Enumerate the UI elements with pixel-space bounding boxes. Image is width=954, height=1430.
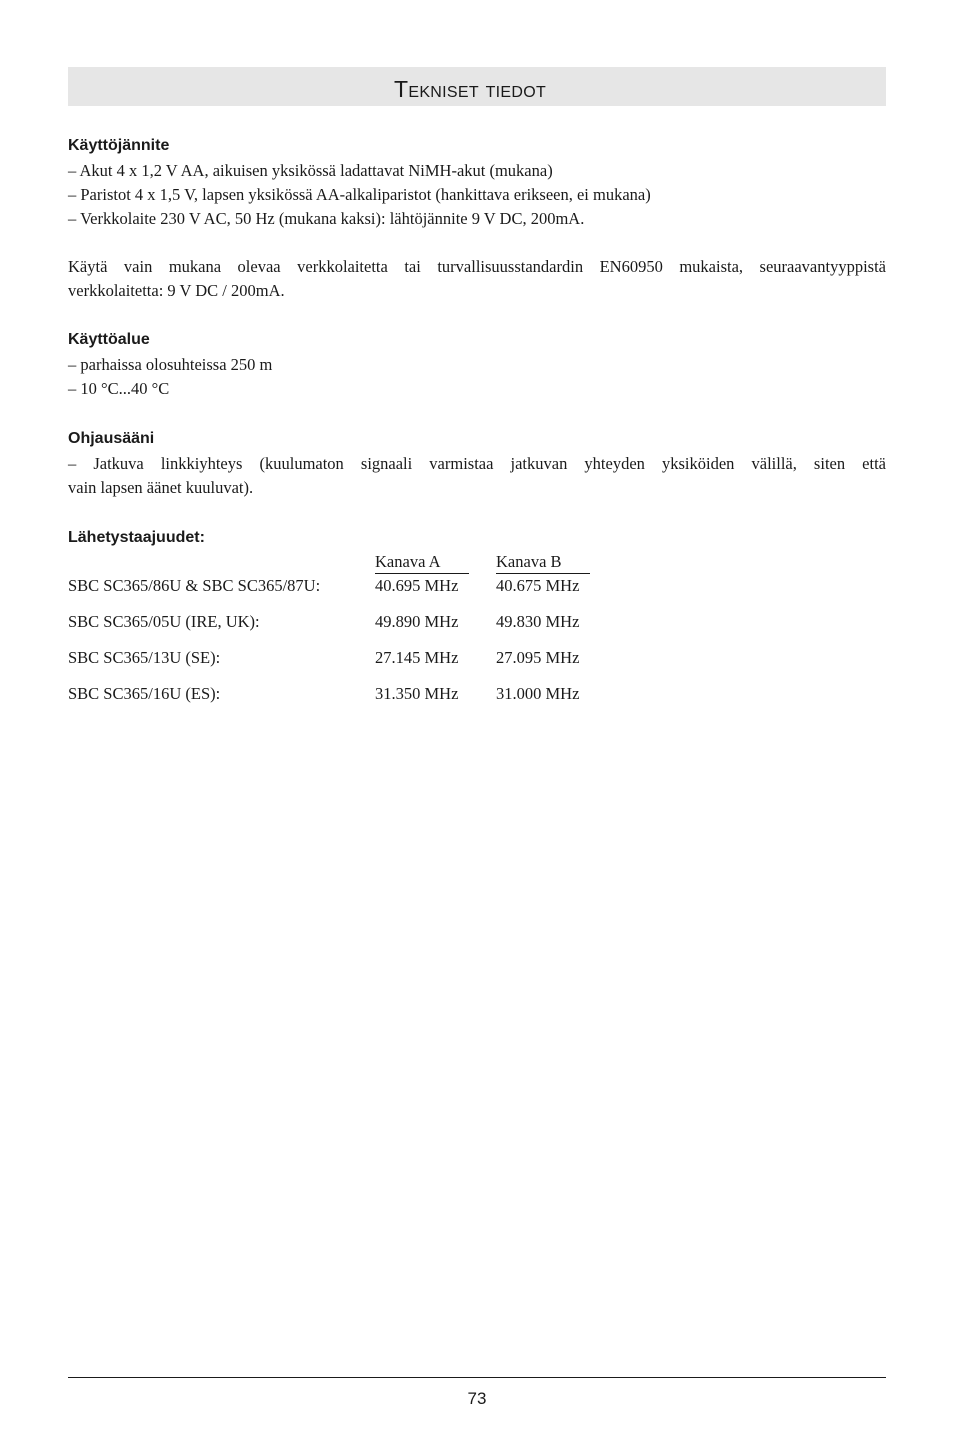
list-item: – parhaissa olosuhteissa 250 m: [68, 355, 273, 374]
frequency-a-cell: 31.350 MHz: [375, 684, 459, 703]
paragraph-line: Käytä vain mukana olevaa verkkolaitetta tai turvallisuusstandardin EN60950 mukaista, seuraavantyyppistä: [68, 257, 886, 276]
model-cell: SBC SC365/16U (ES):: [68, 684, 221, 703]
column-header-underline: [375, 573, 469, 574]
page-title: Tekniset tiedot: [394, 76, 547, 102]
section-heading-supply: Käyttöjännite: [68, 137, 170, 154]
list-item: – Akut 4 x 1,2 V AA, aikuisen yksikössä ladattavat NiMH-akut (mukana): [68, 161, 553, 180]
frequency-b-cell: 27.095 MHz: [496, 648, 580, 667]
model-cell: SBC SC365/05U (IRE, UK):: [68, 612, 260, 631]
column-header-channel-b: Kanava B: [496, 552, 562, 571]
paragraph-line: – Jatkuva linkkiyhteys (kuulumaton signaali varmistaa jatkuvan yhteyden yksiköiden välillä, siten että: [68, 454, 886, 473]
list-item: – 10 °C...40 °C: [68, 379, 170, 398]
frequency-b-cell: 40.675 MHz: [496, 576, 580, 595]
section-heading-monitoring: Ohjausääni: [68, 430, 155, 447]
paragraph-line: vain lapsen äänet kuuluvat).: [68, 478, 254, 497]
list-item: – Paristot 4 x 1,5 V, lapsen yksikössä AA-alkaliparistot (hankittava erikseen, ei mukana): [68, 185, 651, 204]
list-item: – Verkkolaite 230 V AC, 50 Hz (mukana kaksi): lähtöjännite 9 V DC, 200mA.: [68, 209, 585, 228]
page-number: 73: [467, 1389, 487, 1408]
frequency-b-cell: 31.000 MHz: [496, 684, 580, 703]
frequency-b-cell: 49.830 MHz: [496, 612, 580, 631]
footer-divider: [68, 1377, 886, 1378]
frequency-a-cell: 27.145 MHz: [375, 648, 459, 667]
model-cell: SBC SC365/86U & SBC SC365/87U:: [68, 576, 321, 595]
model-cell: SBC SC365/13U (SE):: [68, 648, 221, 667]
section-heading-range: Käyttöalue: [68, 331, 150, 348]
section-heading-frequencies: Lähetystaajuudet:: [68, 529, 205, 546]
frequency-a-cell: 49.890 MHz: [375, 612, 459, 631]
column-header-channel-a: Kanava A: [375, 552, 441, 571]
paragraph-line: verkkolaitetta: 9 V DC / 200mA.: [68, 281, 285, 300]
column-header-underline: [496, 573, 590, 574]
frequency-a-cell: 40.695 MHz: [375, 576, 459, 595]
